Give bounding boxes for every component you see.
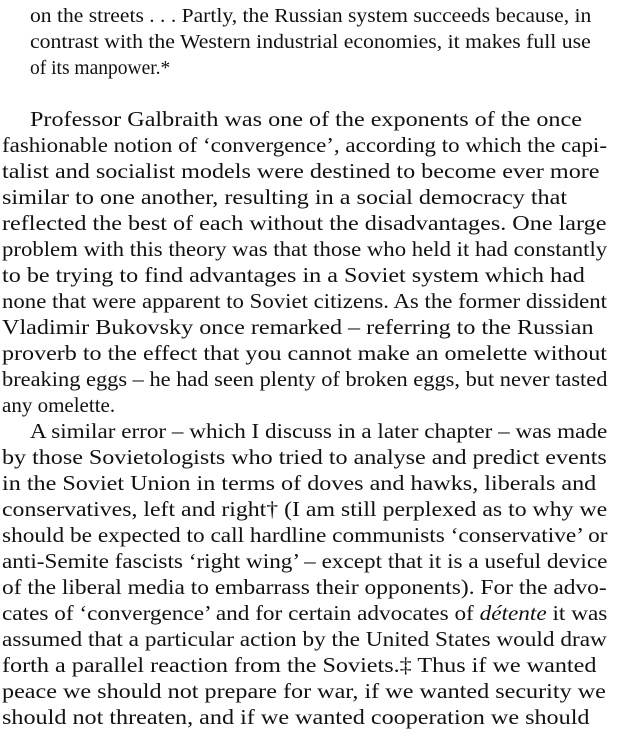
body-line: in the Soviet Union in terms of doves and hawks, liberals and [2, 471, 597, 495]
body-line: conservatives, left and right† (I am still perplexed as to why we [2, 497, 608, 521]
body-line: talist and socialist models were destined to become ever more [2, 159, 600, 183]
body-line: Vladimir Bukovsky once remarked – referring to the Russian [2, 315, 594, 339]
body-line: proverb to the effect that you cannot make an omelette without [2, 341, 607, 365]
body-line: should not threaten, and if we wanted cooperation we should [2, 705, 590, 729]
quote-line: contrast with the Western industrial economies, it makes full use [30, 32, 591, 53]
body-line: none that were apparent to Soviet citizens. As the former dissident [2, 289, 607, 313]
body-line: assumed that a particular action by the United States would draw [2, 627, 607, 651]
body-line-with-italic [2, 600, 607, 626]
body-line: forth a parallel reaction from the Soviets.‡ Thus if we wanted [2, 653, 597, 677]
body-line: fashionable notion of ‘convergence’, according to which the capi- [2, 133, 607, 157]
quote-line: on the streets . . . Partly, the Russian system succeeds because, in [30, 6, 592, 27]
body-line: breaking eggs – he had seen plenty of broken eggs, but never tasted [2, 367, 608, 391]
italic-term-detente: détente [479, 601, 547, 625]
body-line: to be trying to find advantages in a Soviet system which had [2, 263, 585, 287]
body-line: problem with this theory was that those who held it had constantly [2, 237, 608, 261]
body-line: peace we should not prepare for war, if we wanted security we [2, 679, 606, 703]
body-line: by those Sovietologists who tried to analyse and predict events [2, 445, 607, 469]
body-line: reflected the best of each without the disadvantages. One large [2, 211, 607, 235]
body-line-head: cates of ‘convergence’ and for certain advocates of [2, 601, 480, 625]
body-line: of the liberal media to embarrass their opponents). For the advo- [2, 575, 607, 599]
quote-line: of its manpower.* [30, 58, 171, 79]
body-line: any omelette. [2, 393, 116, 417]
body-line: anti-Semite fascists ‘right wing’ – except that it is a useful device [2, 549, 608, 573]
body-line-tail: it was [546, 601, 608, 625]
body-line: should be expected to call hardline communists ‘conservative’ or [2, 523, 608, 547]
body-line: Professor Galbraith was one of the exponents of the once [30, 107, 582, 131]
body-line: similar to one another, resulting in a social democracy that [2, 185, 568, 209]
body-line: A similar error – which I discuss in a later chapter – was made [30, 419, 608, 443]
